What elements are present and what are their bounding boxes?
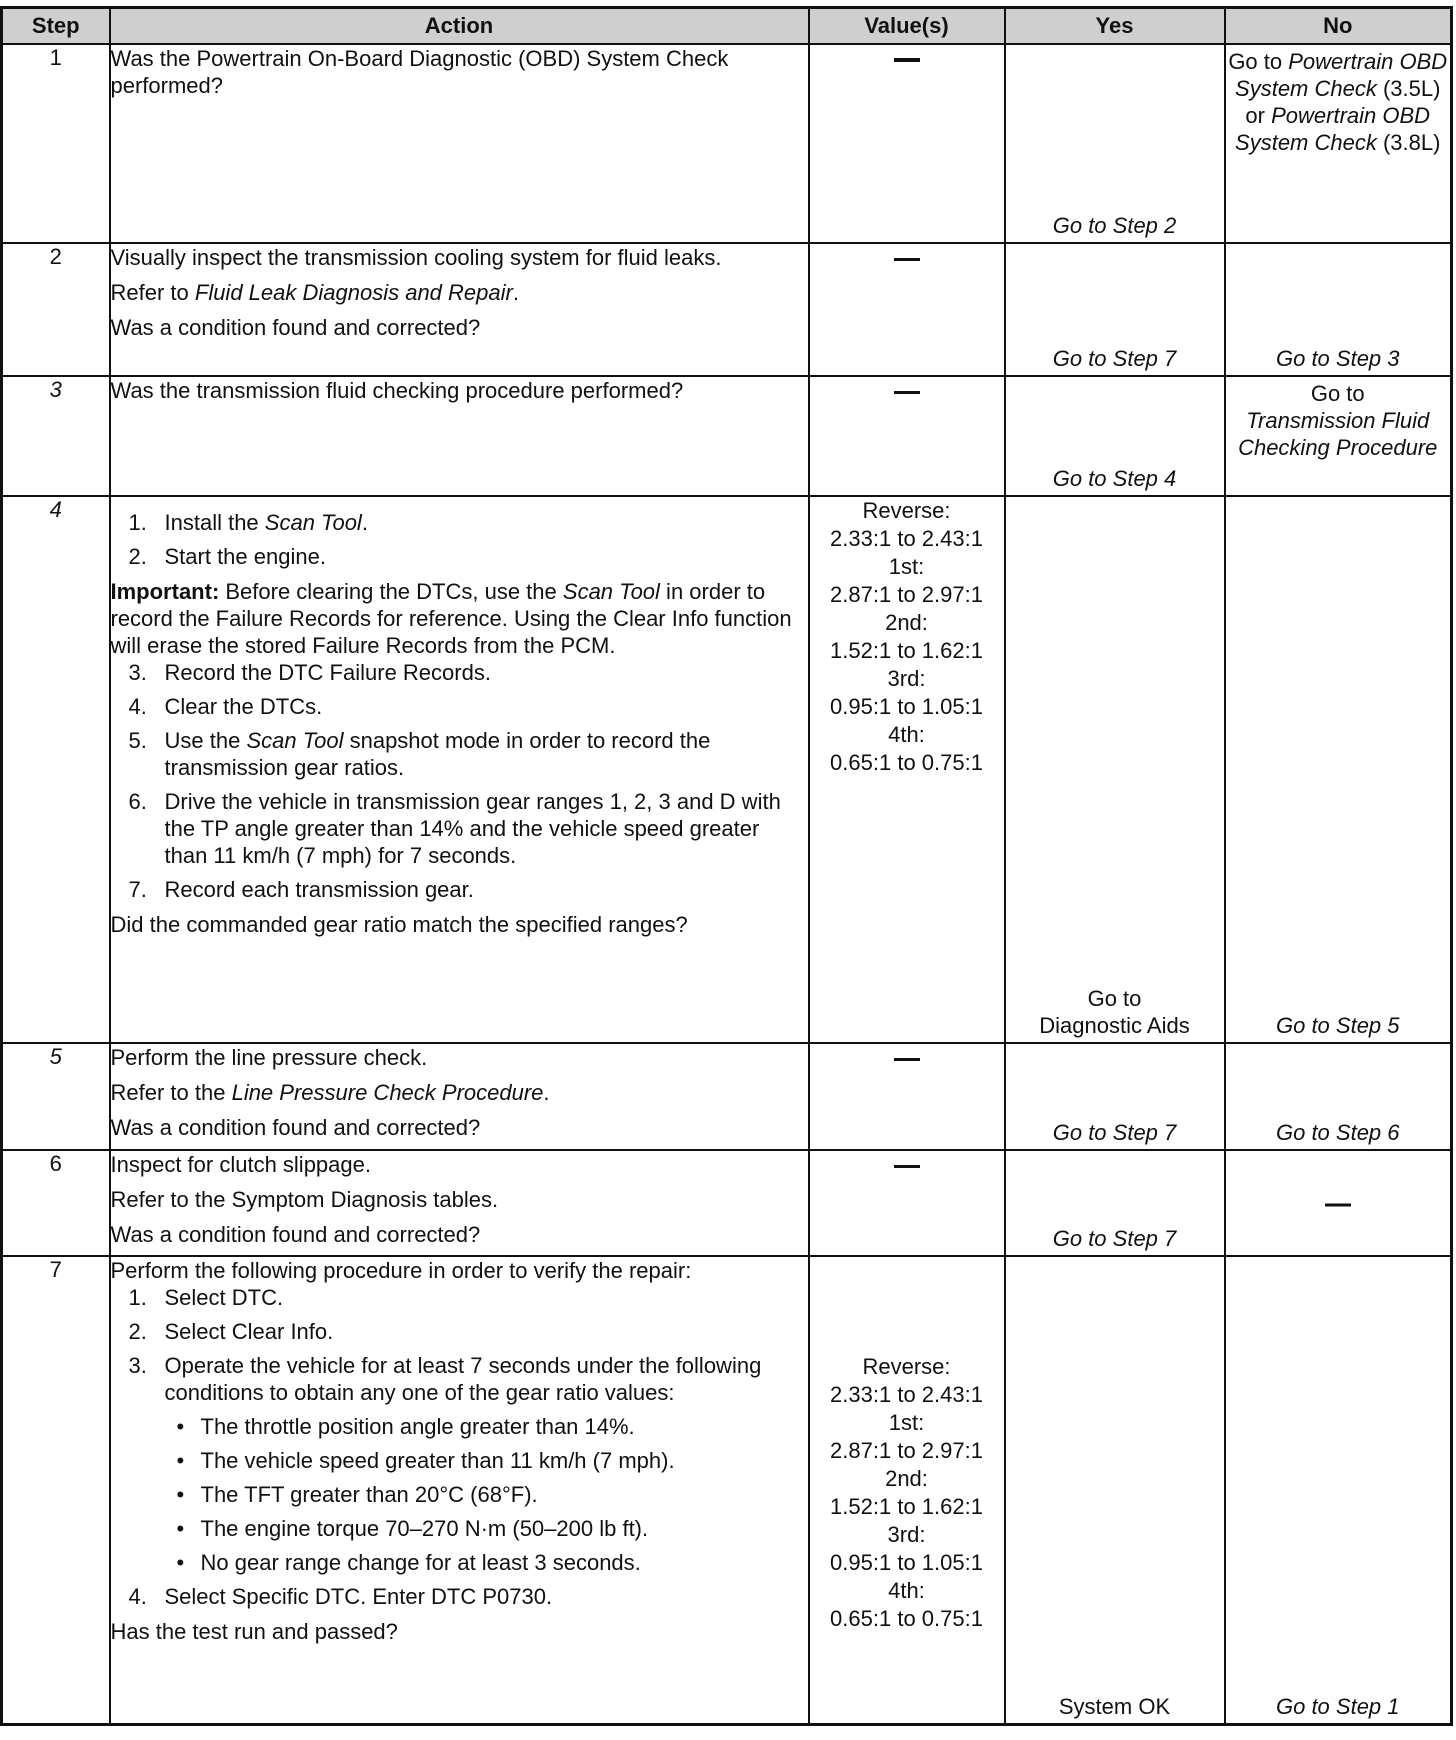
list-item (111, 788, 808, 869)
yes-cell (1005, 44, 1225, 243)
step-number: 1 (2, 44, 110, 243)
gear-label: 1st: (888, 1410, 925, 1435)
list-text: snapshot mode in order to record the transmission gear ratios. (164, 728, 711, 780)
no-link-fluid-checking[interactable]: Transmission Fluid Checking Procedure (1238, 408, 1438, 460)
no-text: Go to Step 5 (1275, 1013, 1400, 1038)
no-text (1226, 45, 1451, 156)
yes-cell (1005, 376, 1225, 496)
bullet: • (176, 1414, 185, 1439)
action-cell (110, 243, 809, 376)
no-text: Go to Step 1 (1275, 1693, 1400, 1719)
value-dash (894, 1165, 920, 1168)
list-item (111, 1352, 808, 1576)
condition-text: The engine torque 70–270 N·m (50–200 lb ft). (200, 1516, 649, 1541)
table-row-step-4 (2, 496, 1452, 1043)
gear-ratio-4th (810, 1577, 1004, 1633)
no-text-part: Go to (1310, 381, 1365, 406)
condition-item (165, 1413, 808, 1440)
condition-text: The throttle position angle greater than 14%. (200, 1414, 635, 1439)
list-item (111, 543, 808, 570)
action-text: Visually inspect the transmission cooling system for fluid leaks. (110, 245, 722, 270)
gear-ratio-3rd (810, 1521, 1004, 1577)
list-number: 3. (128, 660, 147, 685)
list-item (111, 1318, 808, 1345)
list-number: 4. (128, 694, 147, 719)
table-row-step-6 (2, 1150, 1452, 1256)
table-row-step-5 (2, 1043, 1452, 1150)
important-note (111, 578, 808, 659)
list-number: 7. (128, 877, 147, 902)
no-cell (1225, 376, 1452, 496)
step-number: 3 (2, 376, 110, 496)
list-number: 1. (128, 1285, 147, 1310)
yes-text (1006, 985, 1224, 1039)
yes-text: Go to Step 7 (1052, 1226, 1177, 1251)
refer-prefix: Refer to the (110, 1080, 232, 1105)
gear-label: 2nd: (885, 1466, 928, 1491)
list-number: 1. (128, 510, 147, 535)
no-cell (1225, 44, 1452, 243)
step-number: 6 (2, 1150, 110, 1256)
yes-cell (1005, 1043, 1225, 1150)
action-text: Refer to the Symptom Diagnosis tables. (110, 1187, 499, 1212)
condition-text: The TFT greater than 20°C (68°F). (200, 1482, 538, 1507)
gear-range: 0.95:1 to 1.05:1 (830, 1550, 983, 1575)
yes-text: Go to Step 2 (1052, 213, 1177, 238)
gear-label: 3rd: (887, 666, 926, 691)
list-text: Select Clear Info. (164, 1319, 334, 1344)
condition-item (165, 1447, 808, 1474)
action-question: Was a condition found and corrected? (110, 1115, 481, 1140)
table-row-step-2 (2, 243, 1452, 376)
gear-ratio-1st (810, 1409, 1004, 1465)
refer-link-fluid-leak[interactable]: Fluid Leak Diagnosis and Repair (194, 280, 513, 305)
gear-label: 2nd: (885, 610, 928, 635)
list-text: Use the (164, 728, 247, 753)
list-text: Start the engine. (164, 544, 326, 569)
action-question: Has the test run and passed? (110, 1619, 398, 1644)
gear-label: 1st: (888, 554, 925, 579)
no-text (1226, 1190, 1451, 1217)
yes-link-diagnostic-aids[interactable]: Diagnostic Aids (1039, 1013, 1190, 1038)
yes-text: Go to Step 7 (1052, 346, 1177, 371)
important-label: Important: (110, 579, 220, 604)
list-item (111, 1284, 808, 1311)
gear-label: 4th: (888, 1578, 925, 1603)
list-number: 6. (128, 789, 147, 814)
action-question: Was a condition found and corrected? (110, 1222, 481, 1247)
procedure-list (111, 1284, 808, 1610)
refer-prefix: Refer to (110, 280, 195, 305)
condition-item (165, 1481, 808, 1508)
no-link-powertrain-obd-3-8l[interactable]: Powertrain OBD System Check (1235, 103, 1431, 155)
gear-label: Reverse: (862, 1354, 951, 1379)
list-text: Record each transmission gear. (164, 877, 474, 902)
value-cell (809, 496, 1005, 1043)
no-text: Go to Step 3 (1275, 346, 1400, 371)
yes-cell (1005, 1256, 1225, 1724)
list-number: 2. (128, 1319, 147, 1344)
list-item (111, 693, 808, 720)
list-text: Record the DTC Failure Records. (164, 660, 491, 685)
yes-line: Go to (1087, 986, 1142, 1011)
list-number: 4. (128, 1584, 147, 1609)
list-item (111, 659, 808, 686)
no-cell (1225, 1150, 1452, 1256)
gear-ratio-reverse (810, 497, 1004, 553)
yes-cell (1005, 243, 1225, 376)
yes-text: Go to Step 7 (1052, 1120, 1177, 1145)
value-cell (809, 44, 1005, 243)
table-row-step-1 (2, 44, 1452, 243)
header-action: Action (110, 8, 809, 45)
step-number: 2 (2, 243, 110, 376)
condition-item (165, 1515, 808, 1542)
action-text: Perform the line pressure check. (110, 1045, 428, 1070)
gear-range: 0.65:1 to 0.75:1 (830, 750, 983, 775)
list-emphasis: Scan Tool (246, 728, 344, 753)
list-item (111, 727, 808, 781)
no-cell (1225, 243, 1452, 376)
gear-range: 0.95:1 to 1.05:1 (830, 694, 983, 719)
important-text: Before clearing the DTCs, use the (219, 579, 563, 604)
procedure-list-a (111, 509, 808, 570)
action-question: Did the commanded gear ratio match the specified ranges? (110, 912, 688, 937)
header-step: Step (2, 8, 110, 45)
yes-text: System OK (1058, 1693, 1171, 1719)
list-text: Clear the DTCs. (164, 694, 323, 719)
list-text: Select Specific DTC. Enter DTC P0730. (164, 1584, 553, 1609)
gear-ratio-list (810, 1353, 1004, 1633)
gear-label: 3rd: (887, 1522, 926, 1547)
gear-range: 2.87:1 to 2.97:1 (830, 1438, 983, 1463)
list-number: 3. (128, 1353, 147, 1378)
no-link-powertrain-obd-3-5l[interactable]: Powertrain OBD System Check (1235, 49, 1448, 101)
header-no: No (1225, 8, 1452, 45)
action-text: Inspect for clutch slippage. (110, 1152, 371, 1177)
condition-item (165, 1549, 808, 1576)
no-cell (1225, 1043, 1452, 1150)
gear-ratio-4th (810, 721, 1004, 777)
bullet: • (176, 1482, 185, 1507)
condition-text: No gear range change for at least 3 seconds. (200, 1550, 641, 1575)
action-cell (110, 1256, 809, 1724)
gear-ratio-3rd (810, 665, 1004, 721)
header-values: Value(s) (809, 8, 1005, 45)
value-dash (894, 58, 920, 62)
list-emphasis: Scan Tool (264, 510, 362, 535)
value-dash (894, 258, 920, 261)
list-text: Operate the vehicle for at least 7 seconds under the following conditions to obtain any one of the gear ratio values: (164, 1353, 762, 1405)
gear-label: Reverse: (862, 498, 951, 523)
list-text: . (361, 510, 368, 535)
no-text: Go to Step 6 (1275, 1120, 1400, 1145)
gear-range: 1.52:1 to 1.62:1 (830, 638, 983, 663)
no-text-part: (3.8L) (1376, 130, 1441, 155)
step-number: 4 (2, 496, 110, 1043)
list-text: Drive the vehicle in transmission gear ranges 1, 2, 3 and D with the TP angle greater than 14% and the vehicle speed greater than 11 km/h (7 mph) for 7 seconds. (164, 789, 781, 868)
important-emphasis: Scan Tool (562, 579, 660, 604)
action-text: Was the Powertrain On-Board Diagnostic (OBD) System Check performed? (110, 46, 729, 98)
yes-cell (1005, 496, 1225, 1043)
no-text-part: Go to (1228, 49, 1289, 74)
gear-ratio-2nd (810, 609, 1004, 665)
table-row-step-3 (2, 376, 1452, 496)
list-text: Select DTC. (164, 1285, 284, 1310)
bullet: • (176, 1448, 185, 1473)
gear-label: 4th: (888, 722, 925, 747)
gear-ratio-2nd (810, 1465, 1004, 1521)
procedure-list-b (111, 659, 808, 903)
step-number: 7 (2, 1256, 110, 1724)
gear-range: 2.87:1 to 2.97:1 (830, 582, 983, 607)
list-number: 2. (128, 544, 147, 569)
list-item (111, 1583, 808, 1610)
action-intro: Perform the following procedure in order to verify the repair: (110, 1258, 692, 1283)
action-cell (110, 1043, 809, 1150)
list-number: 5. (128, 728, 147, 753)
action-cell (110, 44, 809, 243)
bullet: • (176, 1516, 185, 1541)
value-cell (809, 1256, 1005, 1724)
value-dash (894, 391, 920, 394)
action-refer (111, 279, 808, 306)
yes-cell (1005, 1150, 1225, 1256)
gear-range: 2.33:1 to 2.43:1 (830, 1382, 983, 1407)
gear-ratio-1st (810, 553, 1004, 609)
no-dash (1325, 1203, 1351, 1206)
no-text-part: (3.5L) or (1245, 76, 1441, 128)
refer-suffix: . (512, 280, 519, 305)
condition-text: The vehicle speed greater than 11 km/h (7 mph). (200, 1448, 675, 1473)
step-number: 5 (2, 1043, 110, 1150)
value-cell (809, 1150, 1005, 1256)
header-yes: Yes (1005, 8, 1225, 45)
refer-suffix: . (543, 1080, 550, 1105)
table-row-step-7 (2, 1256, 1452, 1724)
list-item (111, 509, 808, 536)
header-row (2, 8, 1452, 45)
value-cell (809, 243, 1005, 376)
list-item (111, 876, 808, 903)
action-question: Was a condition found and corrected? (110, 315, 481, 340)
gear-range: 0.65:1 to 0.75:1 (830, 1606, 983, 1631)
no-cell (1225, 1256, 1452, 1724)
refer-link-line-pressure[interactable]: Line Pressure Check Procedure (231, 1080, 544, 1105)
gear-range: 1.52:1 to 1.62:1 (830, 1494, 983, 1519)
no-cell (1225, 496, 1452, 1043)
action-refer (111, 1079, 808, 1106)
value-cell (809, 1043, 1005, 1150)
gear-ratio-list (810, 497, 1004, 777)
no-text (1226, 377, 1451, 461)
value-cell (809, 376, 1005, 496)
gear-ratio-reverse (810, 1353, 1004, 1409)
bullet: • (176, 1550, 185, 1575)
important-text: in order to record the Failure Records for reference. Using the Clear Info function will erase the stored Failure Records from the PCM. (110, 579, 792, 658)
yes-text: Go to Step 4 (1052, 466, 1177, 491)
diagnostic-table (0, 6, 1453, 1726)
value-dash (894, 1058, 920, 1061)
action-cell (110, 1150, 809, 1256)
action-cell (110, 496, 809, 1043)
action-cell (110, 376, 809, 496)
list-text: Install the (164, 510, 265, 535)
condition-list (165, 1413, 808, 1576)
gear-range: 2.33:1 to 2.43:1 (830, 526, 983, 551)
action-text: Was the transmission fluid checking procedure performed? (110, 378, 684, 403)
